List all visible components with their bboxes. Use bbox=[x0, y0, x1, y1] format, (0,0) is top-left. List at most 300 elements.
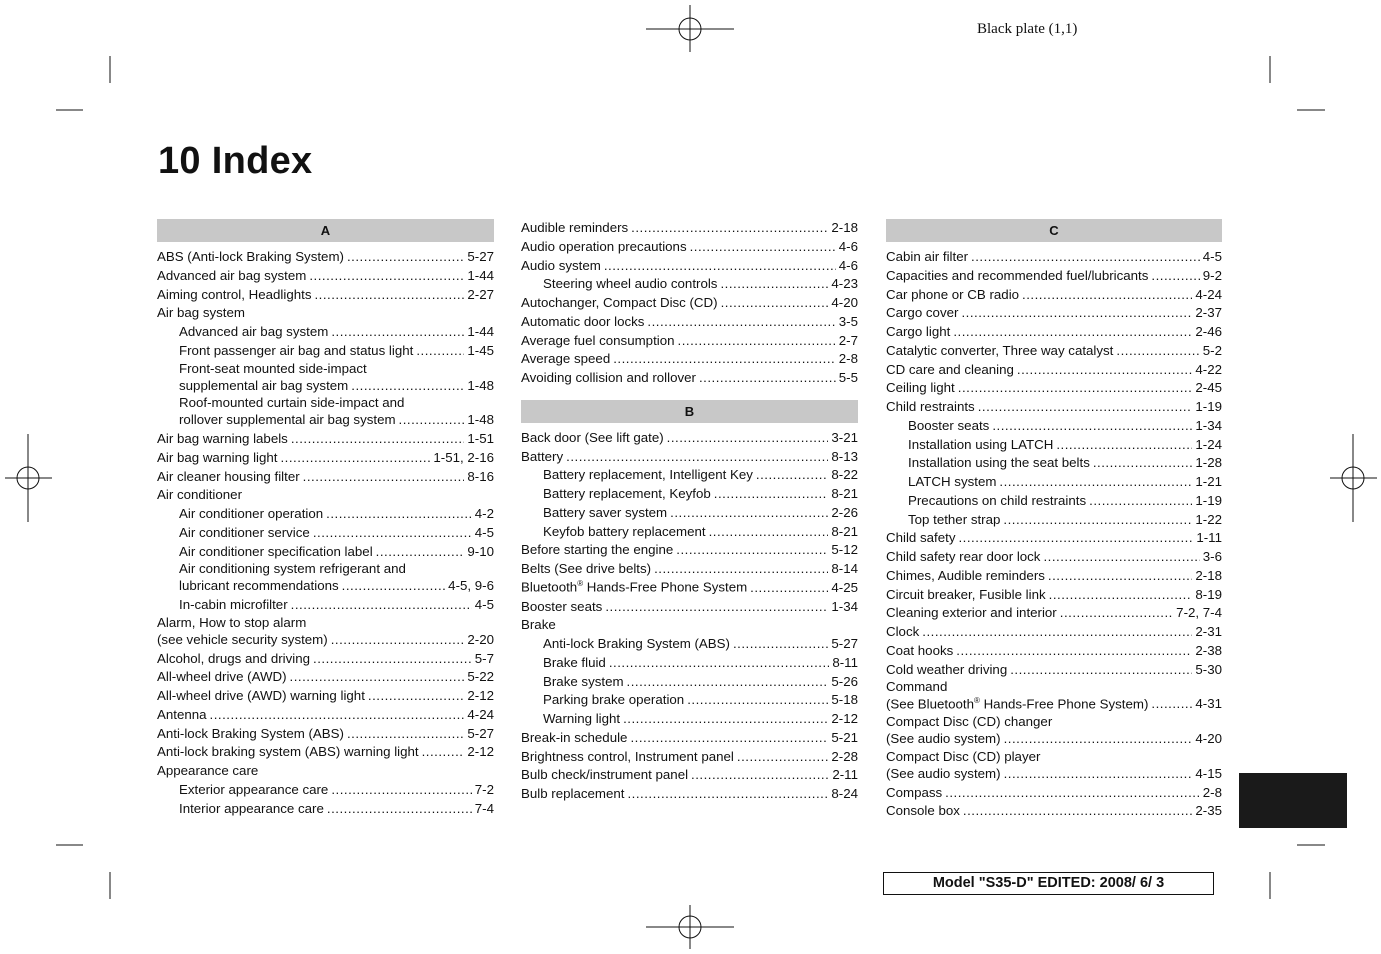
section-letter-header: A bbox=[157, 219, 494, 242]
index-term bbox=[157, 668, 287, 687]
index-term-text: Booster seats bbox=[908, 417, 990, 433]
page-reference: 7-2, 7-4 bbox=[1176, 605, 1222, 621]
index-term-text: Aiming control, Headlights bbox=[157, 286, 312, 302]
page-reference: 1-34 bbox=[831, 598, 858, 614]
page-reference: 4-5, 9-6 bbox=[448, 578, 494, 594]
dot-leader bbox=[714, 485, 829, 504]
index-entry bbox=[521, 238, 858, 257]
dot-leader bbox=[326, 505, 472, 524]
page-reference: 1-45 bbox=[467, 342, 494, 358]
dot-leader bbox=[963, 802, 1192, 821]
page-reference: 4-24 bbox=[1195, 286, 1222, 302]
index-entry bbox=[886, 286, 1222, 305]
index-subentry bbox=[521, 504, 858, 523]
page-title: 10 Index bbox=[158, 140, 313, 182]
index-term-text: Audio operation precautions bbox=[521, 238, 687, 254]
page-reference: 4-20 bbox=[831, 295, 858, 310]
index-term-text: (See audio system) bbox=[886, 765, 1001, 781]
index-term-text: Battery saver system bbox=[543, 504, 668, 520]
index-column-2 bbox=[521, 219, 858, 804]
index-term-text: Bulb check/instrument panel bbox=[521, 767, 689, 783]
index-term-text: Brake system bbox=[543, 673, 624, 689]
index-term bbox=[543, 275, 717, 294]
page-reference: 2-12 bbox=[467, 744, 494, 760]
index-term bbox=[886, 304, 958, 323]
index-subentry bbox=[521, 691, 858, 710]
dot-leader bbox=[676, 541, 828, 560]
dot-leader bbox=[1056, 436, 1192, 455]
index-term bbox=[179, 342, 413, 361]
index-term: Brake bbox=[521, 617, 556, 633]
index-term bbox=[886, 323, 950, 342]
index-subentry bbox=[157, 577, 494, 596]
index-subentry bbox=[157, 323, 494, 342]
index-term-text: Anti-lock Braking System (ABS) bbox=[157, 725, 344, 741]
index-entry bbox=[886, 765, 1222, 784]
dot-leader bbox=[691, 766, 829, 785]
dot-leader bbox=[631, 219, 828, 238]
page-reference: 2-8 bbox=[1202, 784, 1222, 800]
index-entry bbox=[521, 748, 858, 767]
index-term-text: Audible reminders bbox=[521, 220, 629, 235]
index-term bbox=[521, 541, 673, 560]
index-term bbox=[886, 548, 1040, 567]
index-subentry bbox=[521, 485, 858, 504]
index-term bbox=[543, 523, 706, 542]
page-reference: 1-21 bbox=[1195, 474, 1222, 489]
index-term-line: Roof-mounted curtain side-impact and bbox=[179, 395, 405, 411]
dot-leader bbox=[709, 523, 829, 542]
dot-leader bbox=[291, 596, 472, 615]
index-entry bbox=[521, 332, 858, 351]
dot-leader bbox=[331, 323, 464, 342]
index-term bbox=[157, 650, 310, 669]
page-reference: 5-21 bbox=[831, 729, 858, 745]
index-term bbox=[521, 313, 644, 332]
index-term-text: Car phone or CB radio bbox=[886, 286, 1020, 302]
index-term bbox=[521, 219, 628, 238]
index-term bbox=[886, 623, 919, 642]
index-term bbox=[521, 448, 563, 467]
index-entry bbox=[886, 267, 1222, 286]
index-entry bbox=[521, 729, 858, 748]
index-entry bbox=[521, 294, 858, 313]
model-footer: Model "S35-D" EDITED: 2008/ 6/ 3 bbox=[883, 872, 1214, 895]
index-term bbox=[521, 350, 610, 369]
index-entry bbox=[157, 430, 494, 449]
dot-leader bbox=[945, 784, 1200, 803]
index-term-text: Battery replacement, Intelligent Key bbox=[543, 467, 753, 483]
index-term bbox=[543, 485, 711, 504]
page-reference: 3-5 bbox=[838, 313, 858, 329]
index-heading bbox=[157, 762, 494, 781]
index-term bbox=[908, 492, 1086, 511]
index-term-text: Precautions on child restraints bbox=[908, 492, 1087, 508]
index-term-line: Front-seat mounted side-impact bbox=[179, 360, 367, 376]
index-entry bbox=[521, 560, 858, 579]
dot-leader bbox=[690, 238, 836, 257]
page-reference: 9-2 bbox=[1202, 267, 1222, 283]
index-entry bbox=[157, 687, 494, 706]
index-entry bbox=[886, 642, 1222, 661]
index-term-text: Bluetooth bbox=[521, 579, 578, 595]
dot-leader bbox=[654, 560, 828, 579]
index-term bbox=[157, 430, 288, 449]
index-term-text: (See Bluetooth bbox=[886, 696, 974, 712]
page-reference: 5-27 bbox=[467, 725, 494, 741]
dot-leader bbox=[961, 304, 1192, 323]
index-term bbox=[543, 504, 667, 523]
index-term-text: Battery bbox=[521, 448, 564, 464]
index-term-text: Break-in schedule bbox=[521, 729, 628, 745]
index-term-text: Cabin air filter bbox=[886, 249, 969, 264]
index-subentry bbox=[157, 596, 494, 615]
dot-leader bbox=[1089, 492, 1192, 511]
index-term-line: Compact Disc (CD) player bbox=[886, 748, 1041, 764]
index-term-text: Cargo cover bbox=[886, 305, 959, 321]
dot-leader bbox=[331, 631, 465, 650]
index-subentry bbox=[521, 466, 858, 485]
index-heading bbox=[521, 616, 858, 635]
index-term-text: Capacities and recommended fuel/lubricants bbox=[886, 267, 1149, 283]
index-entry bbox=[886, 586, 1222, 605]
page-reference: 4-20 bbox=[1195, 731, 1222, 746]
index-term bbox=[543, 635, 730, 654]
index-entry bbox=[157, 248, 494, 267]
index-term-text: Coat hooks bbox=[886, 642, 954, 658]
index-entry bbox=[521, 219, 858, 238]
index-term: Appearance care bbox=[157, 763, 259, 778]
dot-leader bbox=[327, 800, 472, 819]
dot-leader bbox=[605, 598, 828, 617]
index-entry bbox=[157, 286, 494, 305]
dot-leader bbox=[347, 725, 464, 744]
index-term bbox=[908, 473, 996, 492]
index-term-text: Average fuel consumption bbox=[521, 332, 675, 348]
index-term-text: Warning light bbox=[543, 711, 621, 726]
dot-leader bbox=[1151, 267, 1199, 286]
page-reference: 1-44 bbox=[467, 324, 494, 339]
page-reference: 4-6 bbox=[838, 257, 858, 273]
index-term-text: Before starting the engine bbox=[521, 542, 674, 558]
dot-leader bbox=[678, 332, 836, 351]
index-subentry bbox=[521, 275, 858, 294]
index-term-text: Exterior appearance care bbox=[179, 781, 329, 797]
index-subentry bbox=[886, 436, 1222, 455]
index-entry bbox=[886, 623, 1222, 642]
page-reference: 2-27 bbox=[467, 286, 494, 302]
index-term-text: Air conditioner service bbox=[179, 524, 310, 540]
index-subentry bbox=[157, 377, 494, 396]
dot-leader bbox=[1049, 586, 1193, 605]
index-term bbox=[157, 687, 365, 706]
index-entry bbox=[157, 650, 494, 669]
page-reference: 5-26 bbox=[831, 673, 858, 689]
index-term-text: Interior appearance care bbox=[179, 800, 324, 816]
index-term bbox=[157, 743, 419, 762]
index-term bbox=[886, 567, 1045, 586]
dot-leader bbox=[627, 673, 829, 692]
dot-leader bbox=[699, 369, 836, 388]
index-subentry bbox=[157, 781, 494, 800]
index-term-text: Bulb replacement bbox=[521, 786, 625, 801]
index-term-text: Cargo light bbox=[886, 324, 951, 339]
index-entry bbox=[521, 448, 858, 467]
index-term bbox=[886, 642, 953, 661]
index-term bbox=[179, 524, 310, 543]
index-term-text: supplemental air bag system bbox=[179, 377, 349, 393]
dot-leader bbox=[958, 529, 1193, 548]
dot-leader bbox=[347, 248, 464, 267]
page-reference: 8-11 bbox=[832, 654, 858, 670]
dot-leader bbox=[958, 379, 1193, 398]
page-reference: 2-12 bbox=[831, 711, 858, 726]
page-reference: 8-13 bbox=[831, 448, 858, 464]
dot-leader bbox=[609, 654, 830, 673]
index-term bbox=[157, 267, 306, 286]
dot-leader bbox=[280, 449, 430, 468]
index-entry bbox=[886, 342, 1222, 361]
index-term bbox=[543, 654, 606, 673]
page-reference: 1-24 bbox=[1195, 436, 1222, 452]
index-term-text: Antenna bbox=[157, 706, 207, 722]
page-reference: 5-12 bbox=[831, 542, 858, 558]
index-entry bbox=[886, 604, 1222, 623]
index-term bbox=[543, 466, 753, 485]
page-reference: 5-27 bbox=[831, 636, 858, 651]
section-letter-header: C bbox=[886, 219, 1222, 242]
index-term-text: Brightness control, Instrument panel bbox=[521, 748, 734, 764]
index-term-text: All-wheel drive (AWD) bbox=[157, 669, 287, 685]
index-term-text: Child safety rear door lock bbox=[886, 549, 1041, 564]
dot-leader bbox=[342, 577, 446, 596]
index-term: Air conditioner bbox=[157, 487, 242, 503]
index-term bbox=[886, 784, 942, 803]
index-entry bbox=[886, 548, 1222, 567]
page-reference: 5-2 bbox=[1202, 342, 1222, 358]
page-reference: 1-22 bbox=[1195, 511, 1222, 527]
index-subentry bbox=[521, 654, 858, 673]
dot-leader bbox=[1151, 695, 1192, 714]
page-reference: 4-31 bbox=[1195, 696, 1222, 712]
page-reference: 1-19 bbox=[1195, 492, 1222, 508]
index-subentry bbox=[521, 523, 858, 542]
index-term-text: Keyfob battery replacement bbox=[543, 523, 706, 539]
index-term-text: Autochanger, Compact Disc (CD) bbox=[521, 295, 718, 310]
index-entry bbox=[157, 267, 494, 286]
index-term bbox=[543, 673, 624, 692]
index-entry bbox=[521, 257, 858, 276]
dot-leader bbox=[627, 785, 828, 804]
index-entry bbox=[521, 785, 858, 804]
page-reference: 4-5 bbox=[1202, 249, 1222, 264]
dot-leader bbox=[351, 377, 464, 396]
index-term-line: Alarm, How to stop alarm bbox=[157, 614, 307, 630]
dot-leader bbox=[978, 398, 1193, 417]
index-term-text: Anti-lock Braking System (ABS) bbox=[543, 636, 730, 651]
page-reference: 7-2 bbox=[474, 781, 494, 797]
index-term bbox=[908, 417, 989, 436]
index-term bbox=[886, 398, 975, 417]
dot-leader bbox=[309, 267, 464, 286]
page-reference: 9-10 bbox=[467, 543, 494, 559]
index-subentry bbox=[521, 673, 858, 692]
index-term bbox=[886, 730, 1001, 749]
index-term bbox=[521, 748, 734, 767]
dot-leader bbox=[290, 668, 465, 687]
dot-leader bbox=[956, 642, 1192, 661]
index-term-text: Installation using the seat belts bbox=[908, 455, 1090, 471]
index-entry bbox=[886, 361, 1222, 380]
index-term bbox=[179, 596, 288, 615]
index-entry bbox=[521, 313, 858, 332]
index-term bbox=[179, 577, 339, 596]
dot-leader bbox=[687, 691, 828, 710]
index-term: Air bag system bbox=[157, 305, 245, 321]
index-term-text: (see vehicle security system) bbox=[157, 631, 328, 647]
index-term-text: Clock bbox=[886, 624, 920, 639]
index-subentry bbox=[157, 800, 494, 819]
index-column-3 bbox=[886, 219, 1222, 821]
page-reference: 2-18 bbox=[1195, 567, 1222, 583]
dot-leader bbox=[331, 781, 471, 800]
page-reference: 1-51 bbox=[467, 431, 494, 446]
index-term-text: rollover supplemental air bag system bbox=[179, 412, 396, 428]
index-term-text: Installation using LATCH bbox=[908, 436, 1054, 452]
index-entry bbox=[886, 379, 1222, 398]
index-term-line: Compact Disc (CD) changer bbox=[886, 714, 1053, 729]
page-reference: 8-21 bbox=[831, 486, 858, 501]
index-entry bbox=[886, 695, 1222, 714]
dot-leader bbox=[1022, 286, 1192, 305]
index-term-text: Advanced air bag system bbox=[157, 267, 307, 283]
page-reference: 2-37 bbox=[1195, 305, 1222, 321]
index-subentry bbox=[886, 454, 1222, 473]
chapter-thumb-tab bbox=[1239, 773, 1347, 828]
index-term bbox=[521, 332, 675, 351]
index-term-text: Battery replacement, Keyfob bbox=[543, 486, 711, 501]
index-entry bbox=[886, 661, 1222, 680]
dot-leader bbox=[303, 468, 465, 487]
index-term-text: In-cabin microfilter bbox=[179, 597, 288, 612]
index-term bbox=[521, 766, 688, 785]
dot-leader bbox=[999, 473, 1192, 492]
index-entry bbox=[886, 248, 1222, 267]
dot-leader bbox=[399, 411, 465, 430]
index-term bbox=[886, 267, 1148, 286]
index-entry bbox=[157, 468, 494, 487]
page-reference: 2-12 bbox=[467, 688, 494, 703]
index-term-text: Advanced air bag system bbox=[179, 324, 329, 339]
index-term-text: Steering wheel audio controls bbox=[543, 276, 718, 292]
index-entry bbox=[886, 398, 1222, 417]
index-term-text: (See audio system) bbox=[886, 731, 1001, 746]
index-subentry bbox=[157, 505, 494, 524]
index-term-text: Cold weather driving bbox=[886, 661, 1008, 677]
index-term bbox=[179, 800, 324, 819]
index-heading bbox=[157, 304, 494, 323]
index-term-text: All-wheel drive (AWD) warning light bbox=[157, 688, 365, 703]
page-reference: 1-34 bbox=[1195, 417, 1222, 433]
index-subentry bbox=[886, 473, 1222, 492]
index-term bbox=[886, 661, 1007, 680]
index-entry bbox=[521, 350, 858, 369]
registered-mark: ® bbox=[973, 695, 980, 705]
index-term-text: Air bag warning light bbox=[157, 449, 278, 465]
dot-leader bbox=[623, 710, 828, 729]
index-term-text: Booster seats bbox=[521, 598, 603, 614]
dot-leader bbox=[1017, 361, 1193, 380]
index-term-text: Anti-lock braking system (ABS) warning light bbox=[157, 744, 419, 760]
index-term-text: Child restraints bbox=[886, 399, 975, 414]
dot-leader bbox=[1048, 567, 1192, 586]
dot-leader bbox=[733, 635, 828, 654]
page-reference: 2-20 bbox=[467, 631, 494, 647]
page-reference: 2-31 bbox=[1195, 624, 1222, 639]
index-term-text: Average speed bbox=[521, 351, 611, 367]
page-reference: 4-24 bbox=[467, 706, 494, 722]
index-term-text: CD care and cleaning bbox=[886, 361, 1014, 377]
page-reference: 4-5 bbox=[474, 597, 494, 612]
index-entry bbox=[521, 429, 858, 448]
index-term bbox=[157, 631, 328, 650]
index-term bbox=[521, 785, 624, 804]
index-entry bbox=[886, 529, 1222, 548]
index-term bbox=[521, 257, 601, 276]
page-reference: 4-25 bbox=[831, 579, 858, 595]
dot-leader bbox=[566, 448, 828, 467]
page-reference: 5-22 bbox=[467, 669, 494, 685]
index-term-text-cont: Hands-Free Phone System bbox=[583, 579, 748, 595]
dot-leader bbox=[1004, 765, 1193, 784]
index-term bbox=[886, 802, 960, 821]
index-term-text: Automatic door locks bbox=[521, 313, 645, 329]
page-reference: 5-30 bbox=[1195, 661, 1222, 677]
index-entry bbox=[886, 730, 1222, 749]
index-term-line: Air conditioning system refrigerant and bbox=[179, 561, 406, 577]
dot-leader bbox=[368, 687, 464, 706]
dot-leader bbox=[720, 275, 828, 294]
index-term bbox=[521, 579, 747, 598]
page-reference: 3-6 bbox=[1202, 549, 1222, 564]
plate-label: Black plate (1,1) bbox=[977, 21, 1078, 37]
index-entry bbox=[886, 784, 1222, 803]
index-subentry bbox=[521, 635, 858, 654]
index-term-text: Parking brake operation bbox=[543, 692, 685, 708]
index-heading bbox=[157, 486, 494, 505]
index-term bbox=[157, 286, 311, 305]
index-term bbox=[543, 691, 684, 710]
page-reference: 4-2 bbox=[474, 506, 494, 521]
index-entry bbox=[157, 449, 494, 468]
index-term-text: Avoiding collision and rollover bbox=[521, 370, 696, 385]
index-subentry bbox=[157, 524, 494, 543]
index-entry bbox=[157, 631, 494, 650]
index-term bbox=[521, 369, 696, 388]
dot-leader bbox=[737, 748, 829, 767]
dot-leader bbox=[291, 430, 465, 449]
page-reference: 1-19 bbox=[1195, 399, 1222, 414]
index-term-text: ABS (Anti-lock Braking System) bbox=[157, 249, 344, 264]
index-term bbox=[521, 238, 687, 257]
dot-leader bbox=[1010, 661, 1192, 680]
index-subentry bbox=[521, 710, 858, 729]
page-reference: 1-11 bbox=[1196, 530, 1222, 546]
index-term-text: Catalytic converter, Three way catalyst bbox=[886, 342, 1114, 358]
page-reference: 8-19 bbox=[1195, 586, 1222, 602]
dot-leader bbox=[953, 323, 1192, 342]
dot-leader bbox=[313, 650, 472, 669]
